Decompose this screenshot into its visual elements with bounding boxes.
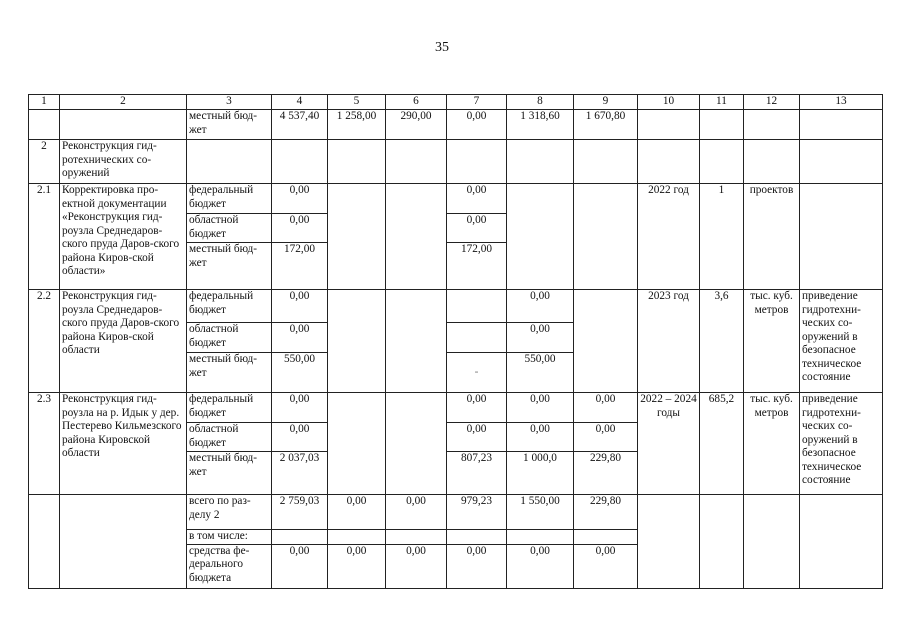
value-cell: 0,00: [447, 214, 507, 243]
indicator-unit: тыс. куб. метров: [744, 393, 800, 495]
value-cell: 172,00: [447, 243, 507, 290]
expected-result: приведение гидротехни-ческих со-оружений в безопасное техническое состояние: [800, 393, 883, 495]
indicator-unit: проектов: [744, 184, 800, 290]
column-header: 7: [447, 95, 507, 110]
indicator-unit: тыс. куб. метров: [744, 290, 800, 393]
table-row: [29, 393, 883, 423]
value-cell: 4 537,40: [272, 110, 328, 140]
value-cell: 0,00: [447, 110, 507, 140]
total-label: всего по раз-делу 2: [187, 495, 272, 530]
value-cell: 0,00: [447, 423, 507, 452]
funding-source: областной бюджет: [187, 323, 272, 353]
total-row: [29, 495, 883, 530]
column-header: 9: [574, 95, 638, 110]
value-cell: 550,00: [272, 353, 328, 393]
measure-title: Реконструкция гид-роузла Среднедаров-ского пруда Даров-ского района Киров-ской области: [60, 290, 187, 393]
column-header: 11: [700, 95, 744, 110]
section-title: Реконструкция гид-ротехнических со-оружений: [60, 140, 187, 184]
value-cell: 0,00: [386, 544, 447, 588]
value-cell: 0,00: [574, 544, 638, 588]
funding-source: местный бюд-жет: [187, 452, 272, 495]
value-cell: -: [447, 353, 507, 393]
expected-result: приведение гидротехни-ческих со-оружений в безопасное техническое состояние: [800, 290, 883, 393]
section-row: [29, 140, 883, 184]
value-cell: 1 670,80: [574, 110, 638, 140]
value-cell: 807,23: [447, 452, 507, 495]
funding-source: областной бюджет: [187, 214, 272, 243]
column-header: 5: [328, 95, 386, 110]
value-cell: 0,00: [272, 214, 328, 243]
value-cell: 1 258,00: [328, 110, 386, 140]
value-cell: 0,00: [507, 393, 574, 423]
implementation-period: 2023 год: [638, 290, 700, 393]
value-cell: 979,23: [447, 495, 507, 530]
measure-title: Корректировка про-ектной документации «Реконструкция гид-роузла Среднедаров-ского пруда Даров-ского района Киров-ской области»: [60, 184, 187, 290]
value-cell: 0,00: [272, 393, 328, 423]
funding-source: средства фе-дерального бюджета: [187, 544, 272, 588]
column-header: 8: [507, 95, 574, 110]
value-cell: 2 759,03: [272, 495, 328, 530]
value-cell: 0,00: [447, 184, 507, 214]
indicator-value: 685,2: [700, 393, 744, 495]
column-number-row: [29, 95, 883, 110]
value-cell: 0,00: [574, 423, 638, 452]
funding-source: областной бюджет: [187, 423, 272, 452]
value-cell: 1 318,60: [507, 110, 574, 140]
value-cell: 0,00: [272, 544, 328, 588]
column-header: 3: [187, 95, 272, 110]
value-cell: 229,80: [574, 495, 638, 530]
funding-source: федеральный бюджет: [187, 184, 272, 214]
value-cell: 0,00: [447, 393, 507, 423]
funding-source: местный бюд-жет: [187, 353, 272, 393]
value-cell: 1 550,00: [507, 495, 574, 530]
indicator-value: 3,6: [700, 290, 744, 393]
value-cell: 0,00: [272, 323, 328, 353]
value-cell: 0,00: [507, 423, 574, 452]
implementation-period: 2022 год: [638, 184, 700, 290]
value-cell: 290,00: [386, 110, 447, 140]
value-cell: 0,00: [272, 184, 328, 214]
column-header: 10: [638, 95, 700, 110]
value-cell: 0,00: [272, 290, 328, 323]
measure-title: Реконструкция гид-роузла на р. Идык у дер. Пестерево Кильмезского района Кировской области: [60, 393, 187, 495]
value-cell: 0,00: [507, 290, 574, 323]
value-cell: 172,00: [272, 243, 328, 290]
funding-source: местный бюд-жет: [187, 243, 272, 290]
column-header: 12: [744, 95, 800, 110]
column-header: 1: [29, 95, 60, 110]
value-cell: 0,00: [507, 323, 574, 353]
table-row: [29, 184, 883, 214]
funding-source: местный бюд-жет: [187, 110, 272, 140]
value-cell: 550,00: [507, 353, 574, 393]
value-cell: 0,00: [507, 544, 574, 588]
value-cell: 0,00: [574, 393, 638, 423]
column-header: 6: [386, 95, 447, 110]
row-number: 2.2: [29, 290, 60, 393]
value-cell: 229,80: [574, 452, 638, 495]
value-cell: 0,00: [386, 495, 447, 530]
row-number: 2.1: [29, 184, 60, 290]
value-cell: 2 037,03: [272, 452, 328, 495]
funding-source: федеральный бюджет: [187, 290, 272, 323]
value-cell: 0,00: [272, 423, 328, 452]
column-header: 4: [272, 95, 328, 110]
value-cell: 0,00: [328, 544, 386, 588]
program-table: [28, 94, 883, 589]
funding-source: федеральный бюджет: [187, 393, 272, 423]
value-cell: 1 000,0: [507, 452, 574, 495]
page-number: 35: [435, 40, 449, 55]
row-number: 2.3: [29, 393, 60, 495]
value-cell: 0,00: [328, 495, 386, 530]
column-header: 2: [60, 95, 187, 110]
implementation-period: 2022 – 2024 годы: [638, 393, 700, 495]
including-label: в том числе:: [187, 530, 272, 545]
table-row: [29, 110, 883, 140]
table-row: [29, 290, 883, 323]
column-header: 13: [800, 95, 883, 110]
row-number: 2: [29, 140, 60, 184]
value-cell: 0,00: [447, 544, 507, 588]
indicator-value: 1: [700, 184, 744, 290]
